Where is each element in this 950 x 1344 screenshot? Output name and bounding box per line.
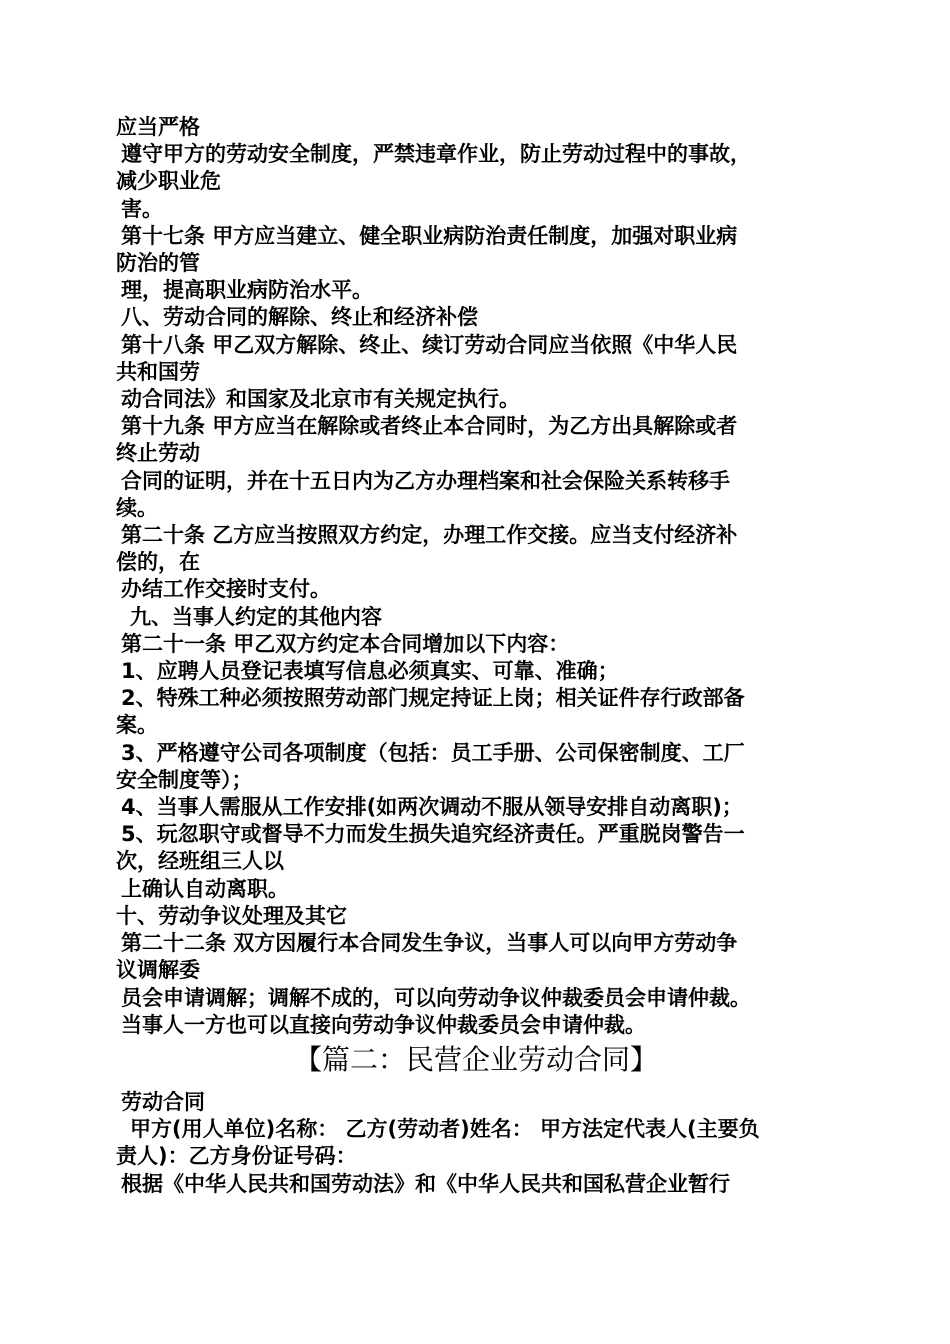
text-line: 次，经班组三人以	[116, 849, 284, 874]
text-line: 动合同法》和国家及北京市有关规定执行。	[121, 387, 520, 412]
text-line: 劳动合同	[121, 1089, 205, 1114]
text-line: 3、严格遵守公司各项制度（包括：员工手册、公司保密制度、工厂	[121, 740, 745, 765]
text-line: 上确认自动离职。	[121, 876, 289, 901]
text-line: 防治的管	[116, 251, 200, 276]
text-line: 第二十二条 双方因履行本合同发生争议，当事人可以向甲方劳动争	[121, 931, 738, 956]
text-line: 根据《中华人民共和国劳动法》和《中华人民共和国私营企业暂行	[121, 1171, 730, 1196]
document-body	[116, 114, 836, 1198]
text-line: 安全制度等）；	[116, 767, 253, 792]
text-line: 1、应聘人员登记表填写信息必须真实、可靠、准确；	[121, 659, 619, 684]
text-line: 害。	[121, 196, 163, 221]
text-line: 偿的，在	[116, 550, 200, 575]
text-line: 遵守甲方的劳动安全制度，严禁违章作业，防止劳动过程中的事故，	[121, 142, 751, 167]
text-line: 4、当事人需服从工作安排(如两次调动不服从领导安排自动离职)；	[121, 795, 743, 820]
text-line: 办结工作交接时支付。	[121, 577, 331, 602]
text-line: 甲方(用人单位)名称： 乙方(劳动者)姓名： 甲方法定代表人(主要负	[130, 1117, 760, 1142]
text-line: 终止劳动	[116, 441, 200, 466]
text-line: 5、玩忽职守或督导不力而发生损失追究经济责任。严重脱岗警告一	[121, 822, 745, 847]
text-line: 第十八条 甲乙双方解除、终止、续订劳动合同应当依照《中华人民	[121, 332, 738, 357]
text-line: 共和国劳	[116, 359, 200, 384]
text-line: 第十九条 甲方应当在解除或者终止本合同时，为乙方出具解除或者	[121, 414, 738, 439]
text-line: 议调解委	[116, 958, 200, 983]
contract-clauses-part1	[116, 114, 836, 1039]
text-line: 合同的证明，并在十五日内为乙方办理档案和社会保险关系转移手	[121, 468, 730, 493]
text-line: 九、当事人约定的其他内容	[130, 604, 382, 629]
text-line: 续。	[116, 495, 158, 520]
text-line: 理，提高职业病防治水平。	[121, 278, 373, 303]
text-line: 第二十条 乙方应当按照双方约定，办理工作交接。应当支付经济补	[121, 523, 738, 548]
text-line: 案。	[116, 713, 158, 738]
text-line: 第二十一条 甲乙双方约定本合同增加以下内容：	[121, 631, 570, 656]
contract-clauses-part2	[116, 1089, 836, 1198]
text-line: 责人)：乙方身份证号码：	[116, 1144, 357, 1169]
text-line: 2、特殊工种必须按照劳动部门规定持证上岗；相关证件存行政部备	[121, 686, 745, 711]
text-line: 第十七条 甲方应当建立、健全职业病防治责任制度，加强对职业病	[121, 223, 738, 248]
text-line: 八、劳动合同的解除、终止和经济补偿	[121, 305, 478, 330]
text-line: 十、劳动争议处理及其它	[116, 903, 347, 928]
text-line: 当事人一方也可以直接向劳动争议仲裁委员会申请仲裁。	[121, 1012, 646, 1037]
text-line: 员会申请调解；调解不成的，可以向劳动争议仲裁委员会申请仲裁。	[121, 985, 751, 1010]
text-line: 减少职业危	[116, 169, 221, 194]
section-heading: 【篇二：民营企业劳动合同】	[293, 1042, 658, 1076]
text-line: 应当严格	[116, 115, 200, 139]
